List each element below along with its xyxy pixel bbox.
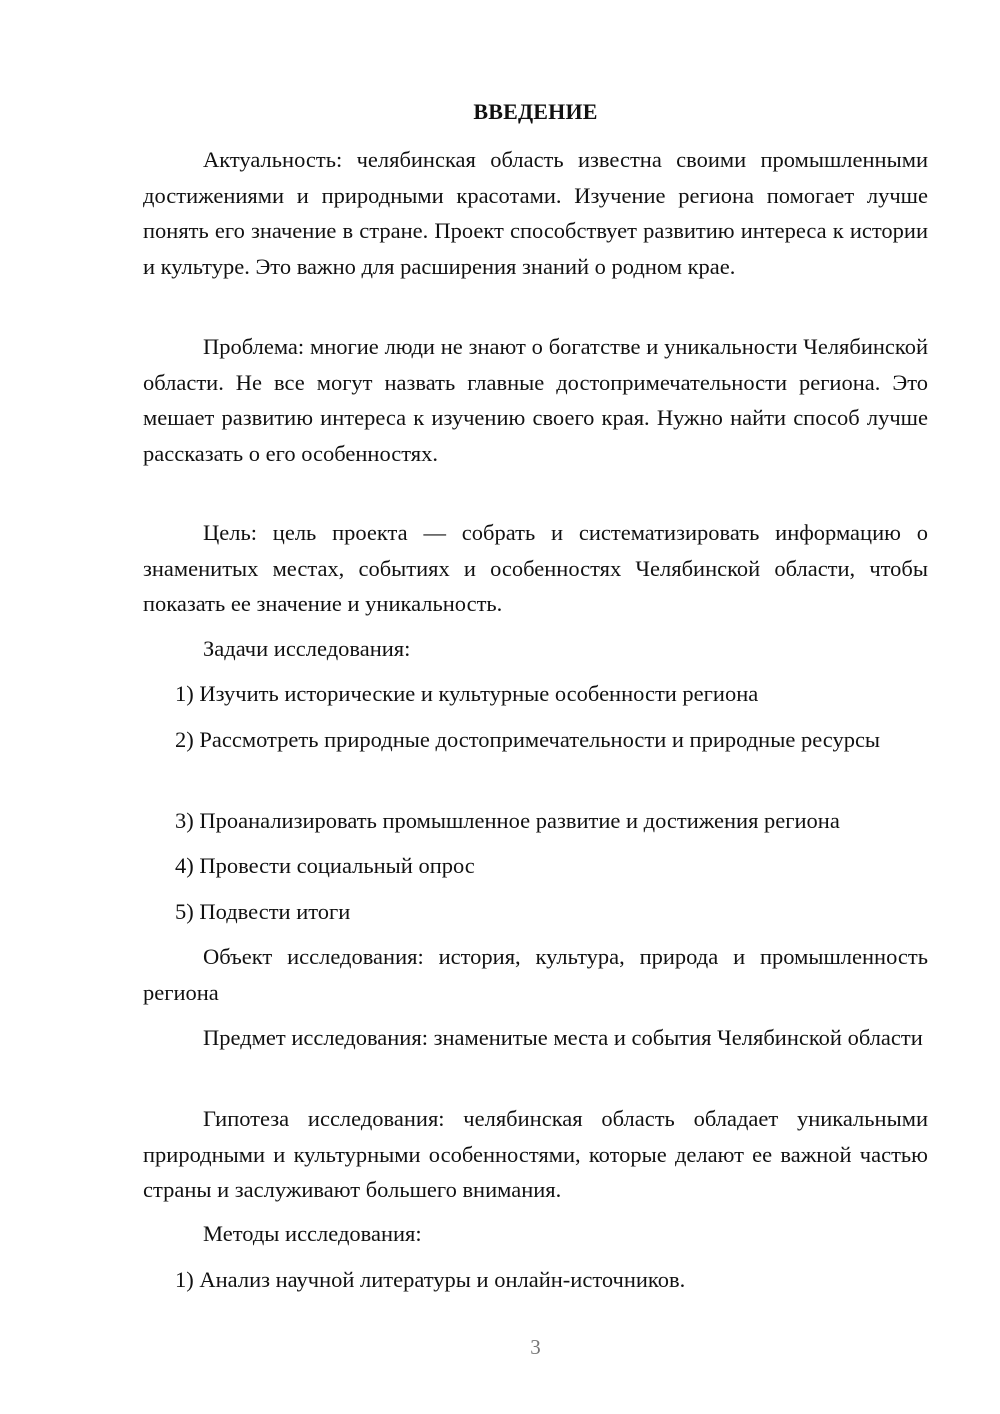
task-item-5: 5) Подвести итоги [175,899,351,924]
object-paragraph: Объект исследования: история, культура, природа и промышленность региона [143,944,928,1005]
hypothesis-paragraph: Гипотеза исследования: челябинская область обладает уникальными природными и культурными особенностями, которые делают ее важной частью страны и заслуживают большего внимания. [143,1106,928,1202]
page-title: ВВЕДЕНИЕ [473,99,598,124]
subject-paragraph: Предмет исследования: знаменитые места и события Челябинской области [203,1025,923,1050]
task-item-1: 1) Изучить исторические и культурные особенности региона [175,681,759,706]
problem-paragraph: Проблема: многие люди не знают о богатстве и уникальности Челябинской области. Не все могут назвать главные достопримечательности региона. Это мешает развитию интереса к изучению своего края. Нужно найти способ лучше рассказать о его особенностях. [143,334,928,466]
task-item-3: 3) Проанализировать промышленное развитие и достижения региона [175,808,840,833]
goal-paragraph: Цель: цель проекта — собрать и систематизировать информацию о знаменитых местах, событиях и особенностях Челябинской области, чтобы показать ее значение и уникальность. [143,520,928,616]
method-item-1: 1) Анализ научной литературы и онлайн-источников. [175,1267,686,1292]
tasks-heading: Задачи исследования: [203,636,411,661]
task-item-2: 2) Рассмотреть природные достопримечательности и природные ресурсы [175,727,881,752]
relevance-paragraph: Актуальность: челябинская область известна своими промышленными достижениями и природными красотами. Изучение региона помогает лучше понять его значение в стране. Проект способствует развитию интереса к истории и культуре. Это важно для расширения знаний о родном крае. [143,147,928,279]
methods-heading: Методы исследования: [203,1221,422,1246]
page-number: 3 [530,1335,541,1359]
task-item-4: 4) Провести социальный опрос [175,853,475,878]
